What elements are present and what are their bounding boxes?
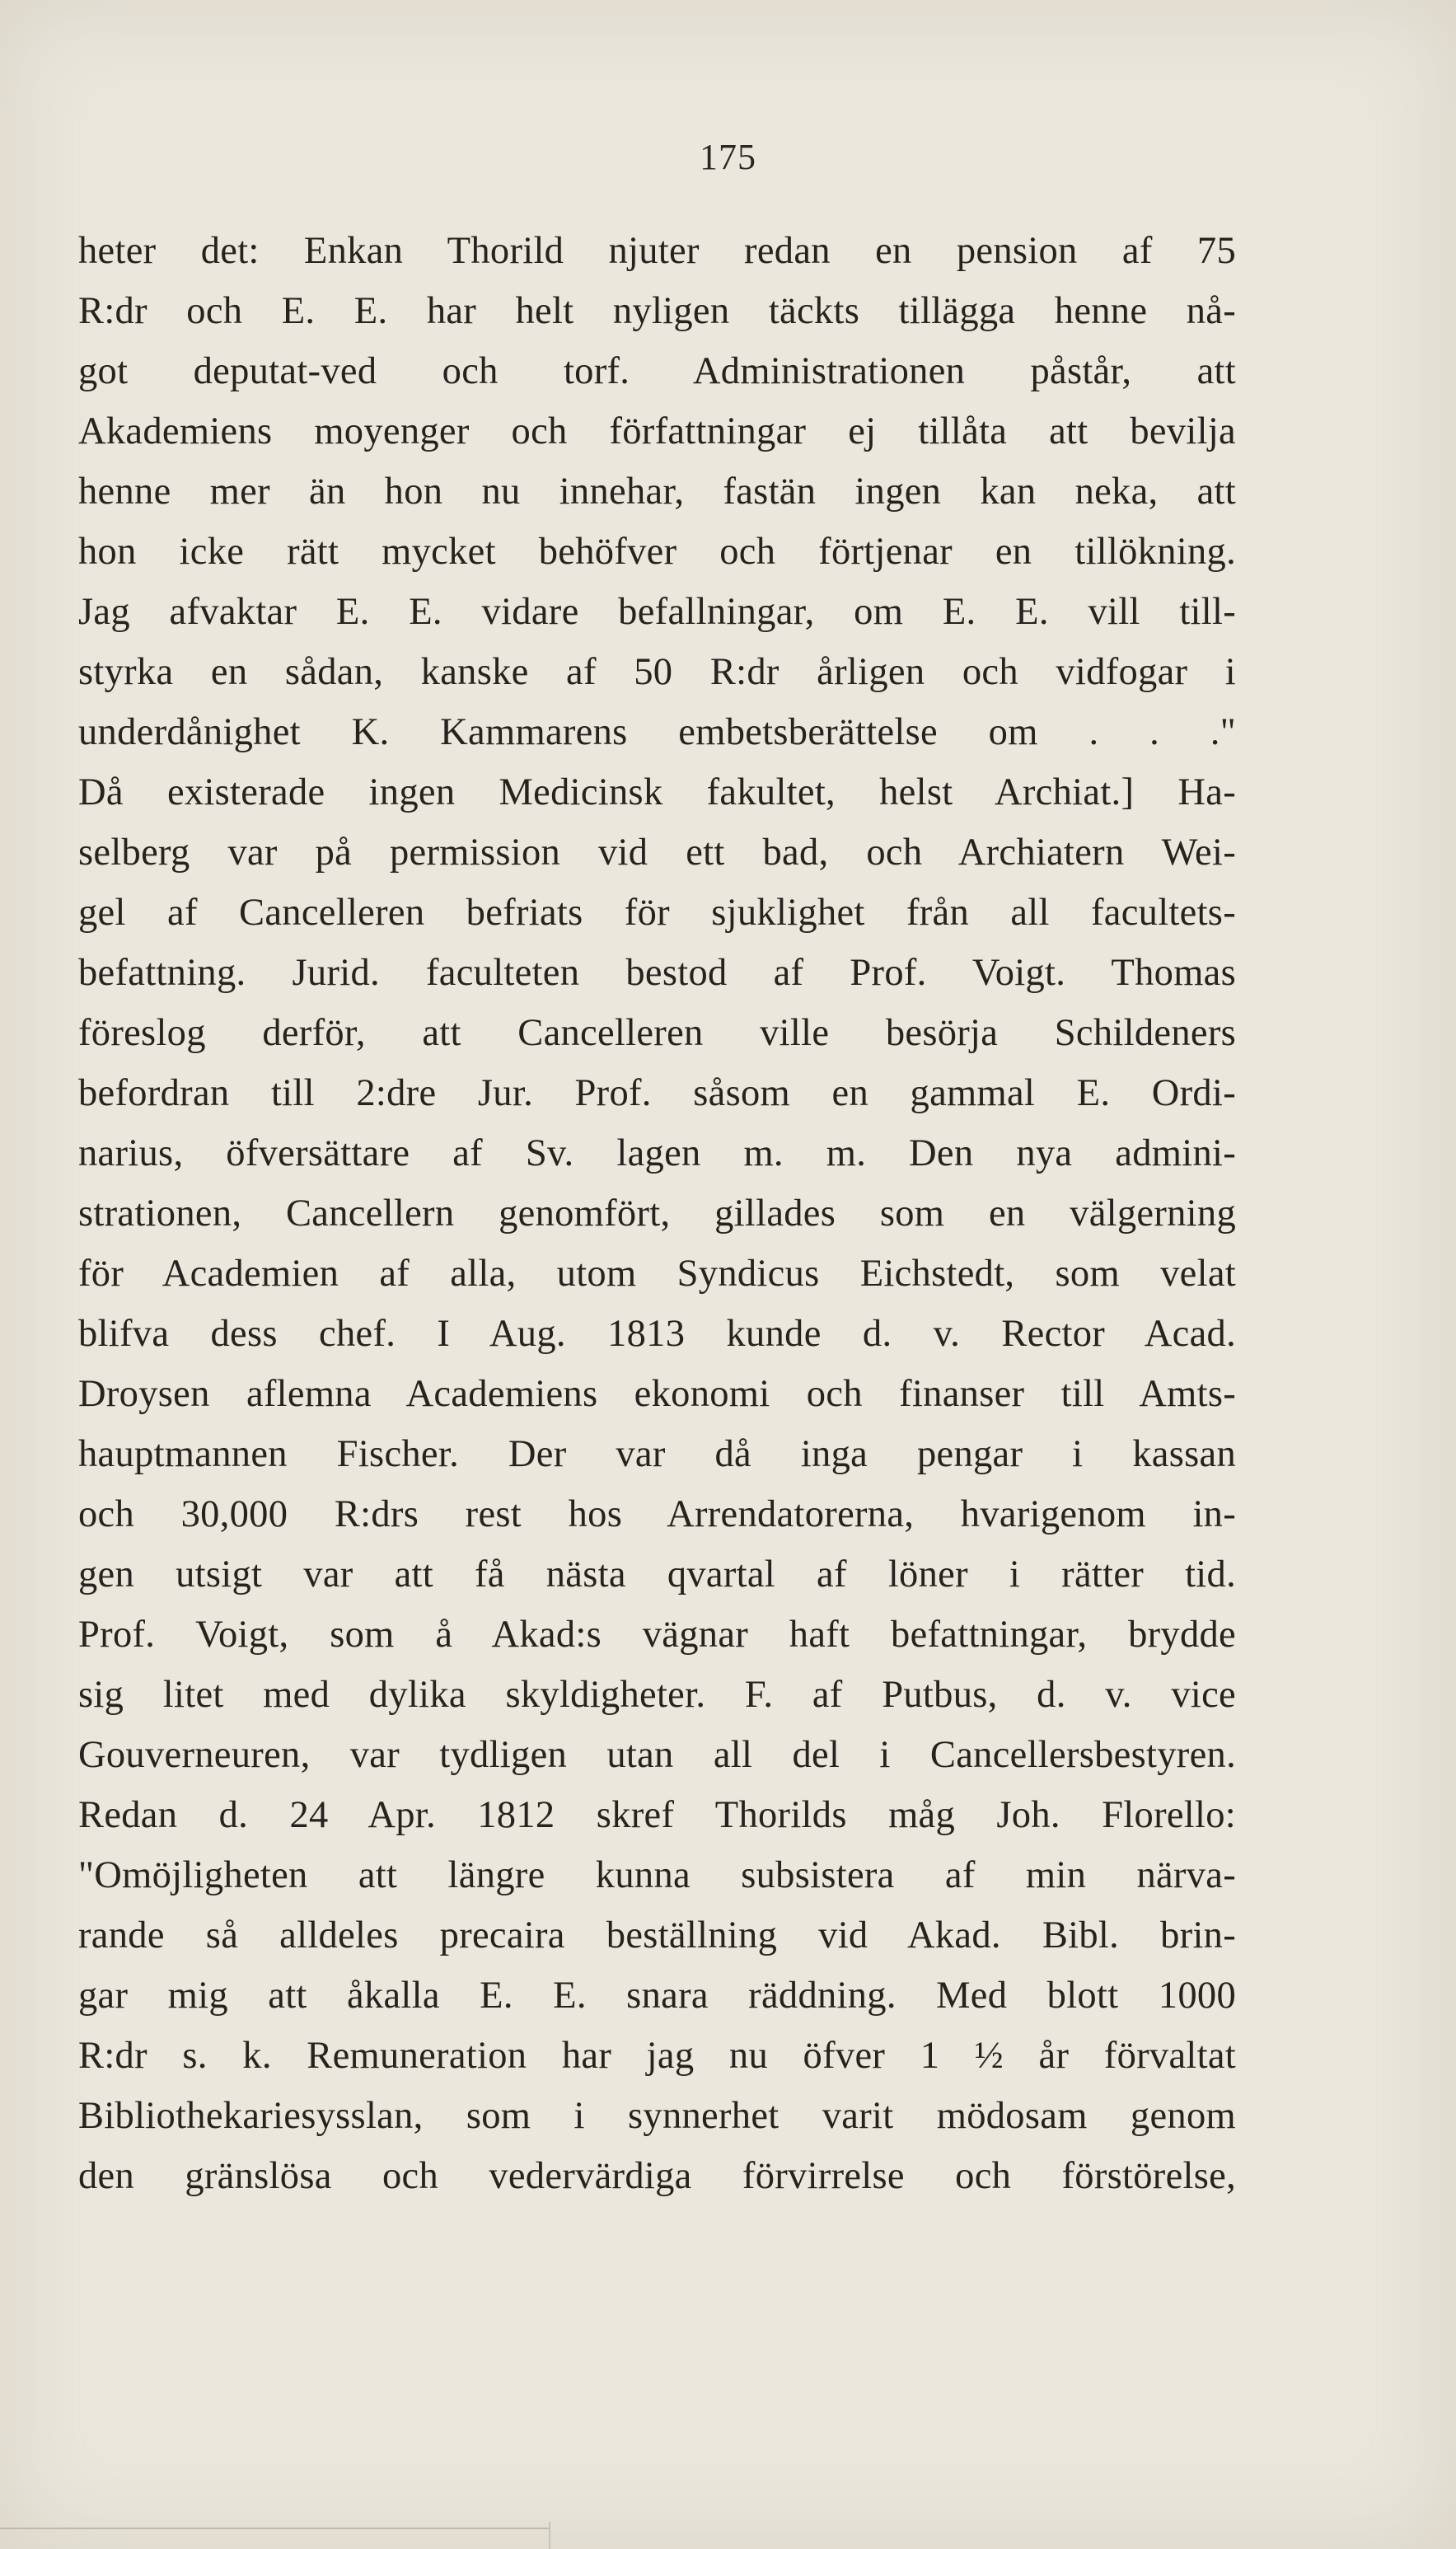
text-line: R:dr s. k. Remuneration har jag nu öfver 1 ½ år förvaltat <box>78 2035 1236 2077</box>
text-line: befattning. Jurid. faculteten bestod af Prof. Voigt. Thomas <box>78 952 1236 994</box>
text-line: sig litet med dylika skyldigheter. F. af Putbus, d. v. vice <box>78 1674 1236 1716</box>
text-line: Gouverneuren, var tydligen utan all del i Cancellersbestyren. <box>78 1734 1236 1776</box>
text-line: henne mer än hon nu innehar, fastän ingen kan neka, att <box>78 471 1236 513</box>
scan-edge-rule <box>0 2528 550 2529</box>
text-line: för Academien af alla, utom Syndicus Eichstedt, som velat <box>78 1253 1236 1295</box>
text-line: blifva dess chef. I Aug. 1813 kunde d. v. Rector Acad. <box>78 1313 1236 1355</box>
text-line: gen utsigt var att få nästa qvartal af löner i rätter tid. <box>78 1553 1236 1595</box>
text-line: hauptmannen Fischer. Der var då inga pengar i kassan <box>78 1433 1236 1475</box>
text-line: gar mig att åkalla E. E. snara räddning. Med blott 1000 <box>78 1975 1236 2017</box>
text-line: den gränslösa och vedervärdiga förvirrelse och förstörelse, <box>78 2155 1236 2197</box>
text-line: befordran till 2:dre Jur. Prof. såsom en gammal E. Ordi- <box>78 1072 1236 1114</box>
text-line: föreslog derför, att Cancelleren ville besörja Schildeners <box>78 1012 1236 1054</box>
text-line: Akademiens moyenger och författningar ej tillåta att bevilja <box>78 410 1236 452</box>
page-number: 175 <box>700 137 756 177</box>
text-line: Redan d. 24 Apr. 1812 skref Thorilds måg Joh. Florello: <box>78 1794 1236 1836</box>
text-line: Prof. Voigt, som å Akad:s vägnar haft befattningar, brydde <box>78 1614 1236 1656</box>
text-line: Bibliothekariesysslan, som i synnerhet varit mödosam genom <box>78 2095 1236 2137</box>
text-line: Jag afvaktar E. E. vidare befallningar, om E. E. vill till- <box>78 591 1236 633</box>
body-text <box>78 221 1236 2206</box>
text-line: styrka en sådan, kanske af 50 R:dr årligen och vidfogar i <box>78 651 1236 693</box>
text-line: och 30,000 R:drs rest hos Arrendatorerna, hvarigenom in- <box>78 1493 1236 1535</box>
text-line: hon icke rätt mycket behöfver och förtjenar en tillökning. <box>78 531 1236 573</box>
text-line: rande så alldeles precaira beställning vid Akad. Bibl. brin- <box>78 1914 1236 1956</box>
text-line: narius, öfversättare af Sv. lagen m. m. Den nya admini- <box>78 1132 1236 1174</box>
text-line: gel af Cancelleren befriats för sjuklighet från all facultets- <box>78 892 1236 934</box>
text-line: strationen, Cancellern genomfört, gillades som en välgerning <box>78 1193 1236 1235</box>
text-line: Då existerade ingen Medicinsk fakultet, helst Archiat.] Ha- <box>78 771 1236 813</box>
text-line: "Omöjligheten att längre kunna subsistera af min närva- <box>78 1854 1236 1896</box>
text-line: R:dr och E. E. har helt nyligen täckts tillägga henne nå- <box>78 290 1236 332</box>
scan-edge-tick <box>549 2522 550 2549</box>
text-line: underdånighet K. Kammarens embetsberättelse om . . ." <box>78 711 1236 753</box>
text-line: got deputat-ved och torf. Administrationen påstår, att <box>78 350 1236 392</box>
text-line: selberg var på permission vid ett bad, och Archiatern Wei- <box>78 832 1236 874</box>
text-line: heter det: Enkan Thorild njuter redan en pension af 75 <box>78 230 1236 272</box>
text-line: Droysen aflemna Academiens ekonomi och finanser till Amts- <box>78 1373 1236 1415</box>
